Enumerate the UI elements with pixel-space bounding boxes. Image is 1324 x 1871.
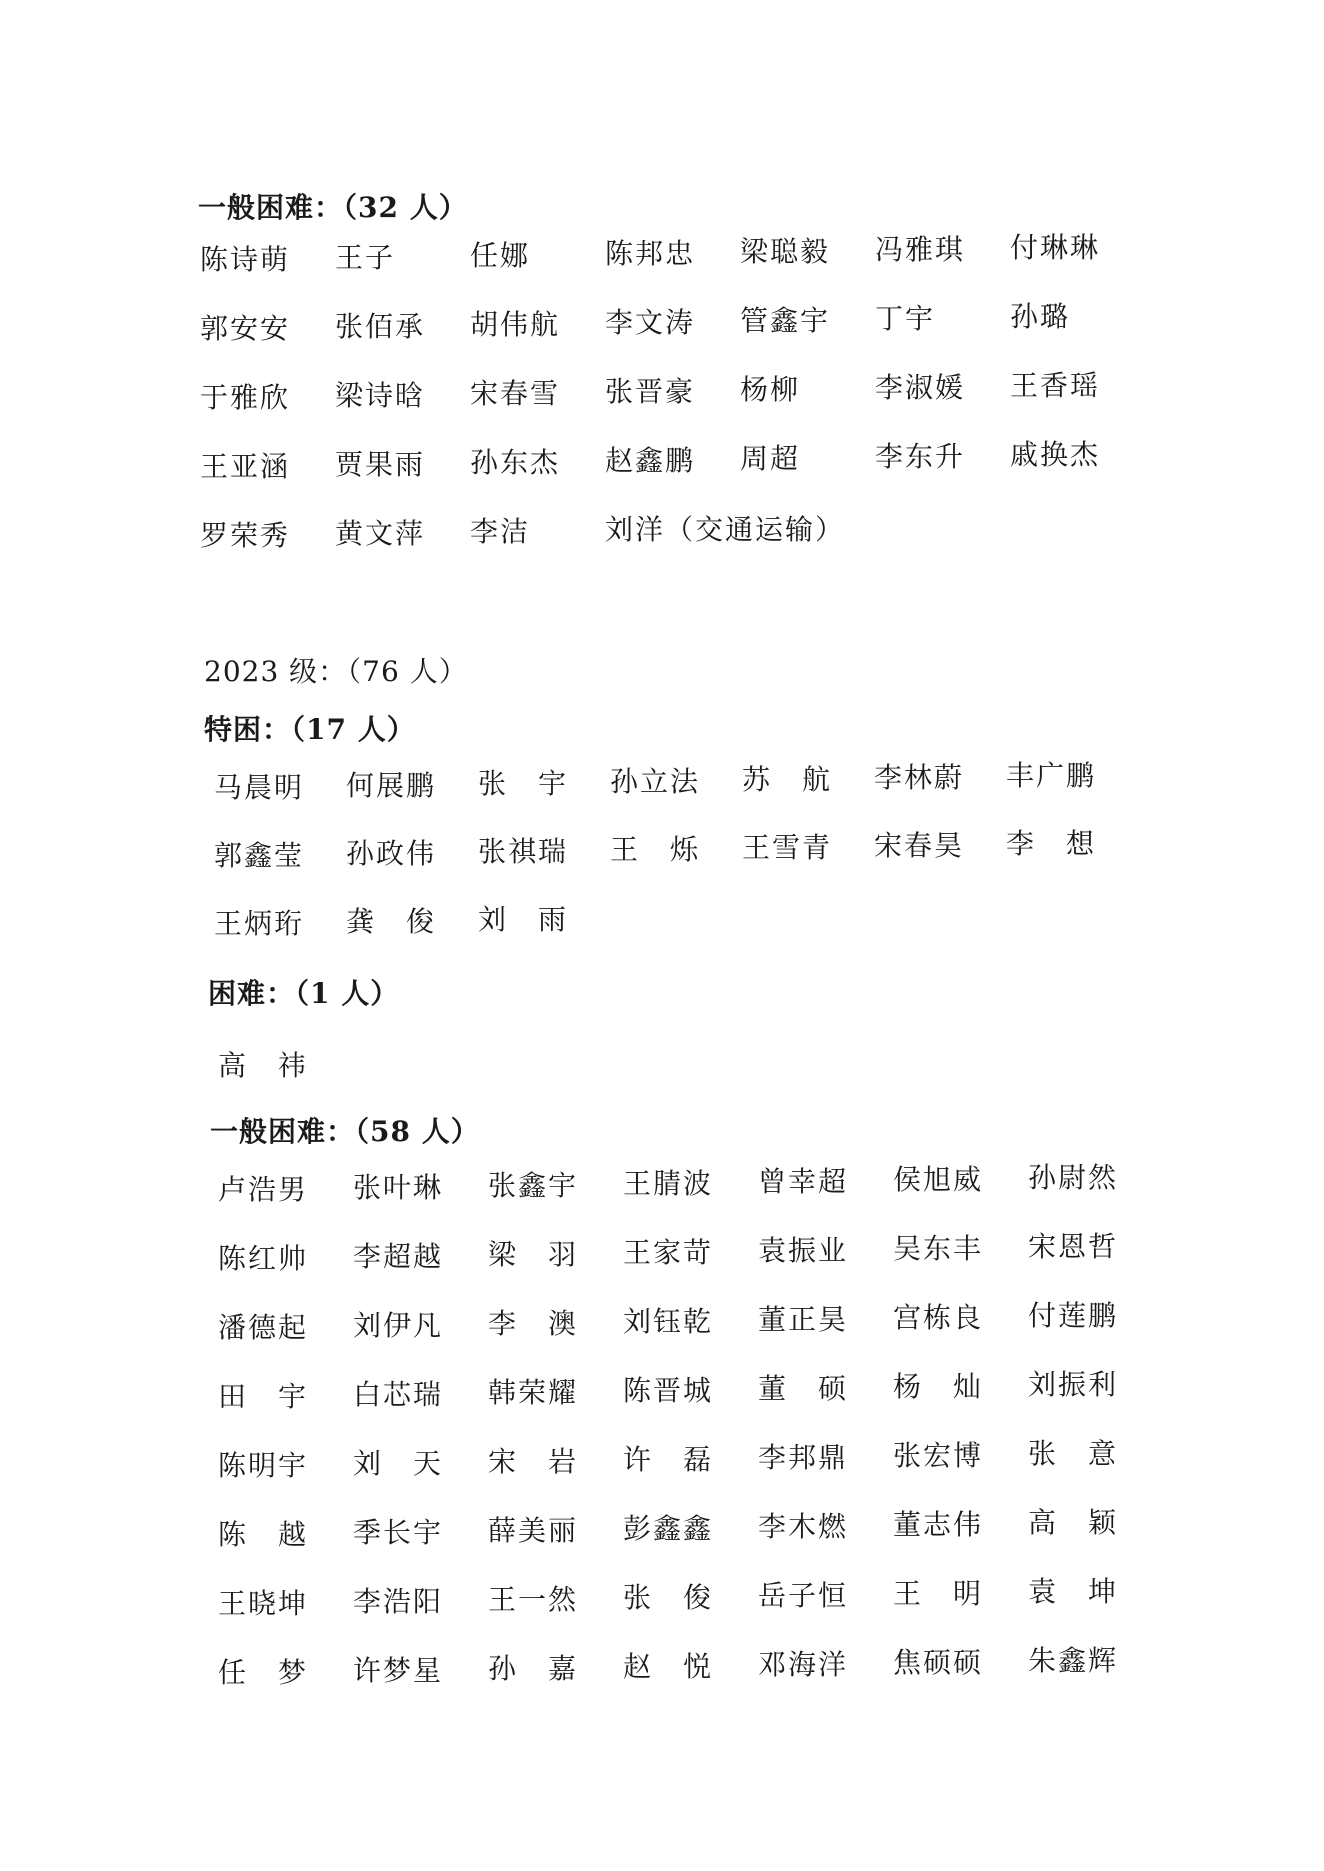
- student-name: 付莲鹏: [1028, 1299, 1119, 1332]
- student-name: 季长宇: [353, 1516, 444, 1549]
- name-row: [214, 902, 1214, 942]
- student-name: 戚换杰: [1010, 438, 1101, 471]
- student-name: 杨柳: [740, 373, 801, 406]
- name-row: [218, 1506, 1218, 1553]
- student-name: 赵鑫鹏: [605, 444, 696, 477]
- student-name: 董 硕: [758, 1372, 849, 1405]
- student-name: 宋 岩: [488, 1445, 579, 1478]
- student-name: 邓海洋: [758, 1648, 849, 1681]
- student-name: 李林蔚: [874, 761, 965, 794]
- student-name: 刘振利: [1028, 1368, 1119, 1401]
- student-name: 杨 灿: [893, 1370, 984, 1403]
- student-name: 许梦星: [353, 1654, 444, 1687]
- student-name: 高 颖: [1028, 1506, 1119, 1539]
- student-name: 陈红帅: [218, 1242, 309, 1275]
- student-name: 王家苛: [623, 1236, 714, 1269]
- name-row: [218, 1299, 1218, 1346]
- student-name: 李淑媛: [875, 371, 966, 404]
- student-name: 张祺瑞: [478, 835, 569, 868]
- student-name: 董正昊: [758, 1303, 849, 1336]
- student-name: 李 想: [1006, 827, 1097, 860]
- student-name: 刘伊凡: [353, 1309, 444, 1342]
- heading-title: 困难：: [208, 977, 296, 1010]
- student-name: 宫栋良: [893, 1301, 984, 1334]
- student-name: 刘洋（交通运输）: [605, 513, 846, 546]
- student-name: 高 祎: [218, 1049, 309, 1082]
- section-heading-2023: [204, 650, 468, 690]
- student-name: 彭鑫鑫: [623, 1512, 714, 1545]
- student-name: 孙 嘉: [488, 1652, 579, 1685]
- heading-count: （1 人）: [295, 977, 400, 1010]
- heading-title: 一般困难：: [210, 1115, 356, 1148]
- student-name: 王雪青: [742, 831, 833, 864]
- student-name: 张叶琳: [353, 1171, 444, 1204]
- student-name: 王晓坤: [218, 1587, 309, 1620]
- student-name: 张 意: [1028, 1437, 1119, 1470]
- student-name: 冯雅琪: [875, 233, 966, 266]
- name-row: [218, 1230, 1218, 1277]
- student-name: 张佰承: [335, 310, 426, 343]
- student-name: 管鑫宇: [740, 304, 831, 337]
- student-name: 于雅欣: [200, 381, 291, 414]
- student-name: 岳子恒: [758, 1579, 849, 1612]
- student-name: 陈晋城: [623, 1374, 714, 1407]
- student-name: 王腈波: [623, 1167, 714, 1200]
- student-name: 郭鑫莹: [214, 839, 305, 872]
- student-name: 张晋豪: [605, 375, 696, 408]
- student-name: 朱鑫辉: [1028, 1644, 1119, 1677]
- student-name: 贾果雨: [335, 448, 426, 481]
- student-name: 李洁: [470, 515, 531, 548]
- student-name: 王香瑶: [1010, 369, 1101, 402]
- section-heading-general-2023: [210, 1110, 480, 1150]
- heading-title: 2023 级：: [204, 655, 348, 688]
- student-name: 孙璐: [1010, 300, 1071, 333]
- section-heading-general-2022: [198, 186, 468, 226]
- heading-count: （58 人）: [355, 1115, 480, 1148]
- student-name: 卢浩男: [218, 1173, 309, 1206]
- heading-count: （32 人）: [343, 191, 468, 224]
- student-name: 宋春雪: [470, 377, 561, 410]
- name-row: [200, 300, 1200, 347]
- student-name: 李 澳: [488, 1307, 579, 1340]
- student-name: 焦硕硕: [893, 1646, 984, 1679]
- student-name: 许 磊: [623, 1443, 714, 1476]
- student-name: 陈 越: [218, 1518, 309, 1551]
- name-row: [200, 514, 1200, 554]
- student-name: 苏 航: [742, 763, 833, 796]
- student-name: 王炳珩: [214, 907, 305, 940]
- student-name: 刘 雨: [478, 903, 569, 936]
- student-name: 李东升: [875, 440, 966, 473]
- student-name: 田 宇: [218, 1380, 309, 1413]
- student-name: 孙尉然: [1028, 1161, 1119, 1194]
- student-name: 孙东杰: [470, 446, 561, 479]
- student-name: 李文涛: [605, 306, 696, 339]
- student-name: 付琳琳: [1010, 231, 1101, 264]
- student-name: 王 烁: [610, 833, 701, 866]
- student-name: 王一然: [488, 1583, 579, 1616]
- student-name: 任 梦: [218, 1656, 309, 1689]
- student-name: 王 明: [893, 1577, 984, 1610]
- student-name: 周超: [740, 442, 801, 475]
- student-name: 丰广鹏: [1006, 759, 1097, 792]
- student-name: 何展鹏: [346, 769, 437, 802]
- section-heading-special-2023: [204, 708, 416, 748]
- name-row: [218, 1644, 1218, 1691]
- student-name: 宋恩哲: [1028, 1230, 1119, 1263]
- student-name: 龚 俊: [346, 905, 437, 938]
- student-name: 张 俊: [623, 1581, 714, 1614]
- student-name: 薛美丽: [488, 1514, 579, 1547]
- heading-title: 一般困难：: [198, 191, 344, 224]
- student-name: 李邦鼎: [758, 1441, 849, 1474]
- heading-title: 特困：: [204, 713, 292, 746]
- student-name: 张鑫宇: [488, 1169, 579, 1202]
- student-name: 陈明宇: [218, 1449, 309, 1482]
- name-row: [200, 231, 1200, 278]
- name-row: [200, 369, 1200, 416]
- student-name: 李超越: [353, 1240, 444, 1273]
- student-name: 袁振业: [758, 1234, 849, 1267]
- heading-count: （76 人）: [347, 655, 468, 688]
- name-row: [214, 759, 1214, 806]
- student-name: 任娜: [470, 239, 531, 272]
- name-row: [218, 1161, 1218, 1208]
- student-name: 董志伟: [893, 1508, 984, 1541]
- student-name: 韩荣耀: [488, 1376, 579, 1409]
- student-name: 黄文萍: [335, 517, 426, 550]
- student-name: 梁 羽: [488, 1238, 579, 1271]
- student-name: 丁宇: [875, 302, 936, 335]
- heading-count: （17 人）: [291, 713, 416, 746]
- name-row: [218, 1368, 1218, 1415]
- name-row: [218, 1437, 1218, 1484]
- student-name: 孙立法: [610, 765, 701, 798]
- student-name: 刘 天: [353, 1447, 444, 1480]
- student-name: 宋春昊: [874, 829, 965, 862]
- student-name: 王亚涵: [200, 450, 291, 483]
- student-name: 罗荣秀: [200, 519, 291, 552]
- student-name: 孙政伟: [346, 837, 437, 870]
- student-name: 马晨明: [214, 771, 305, 804]
- name-row: [218, 1044, 1218, 1084]
- student-name: 白芯瑞: [353, 1378, 444, 1411]
- student-name: 梁诗晗: [335, 379, 426, 412]
- student-name: 赵 悦: [623, 1650, 714, 1683]
- name-row: [214, 827, 1214, 874]
- student-name: 袁 坤: [1028, 1575, 1119, 1608]
- student-name: 梁聪毅: [740, 235, 831, 268]
- student-name: 张 宇: [478, 767, 569, 800]
- section-heading-difficult-2023: [208, 972, 399, 1012]
- name-row: [200, 438, 1200, 485]
- student-name: 张宏博: [893, 1439, 984, 1472]
- name-row: [218, 1575, 1218, 1622]
- student-name: 王子: [335, 241, 396, 274]
- student-name: 李木燃: [758, 1510, 849, 1543]
- student-name: 陈邦忠: [605, 237, 696, 270]
- student-name: 陈诗萌: [200, 243, 291, 276]
- student-name: 吴东丰: [893, 1232, 984, 1265]
- student-name: 李浩阳: [353, 1585, 444, 1618]
- student-name: 胡伟航: [470, 308, 561, 341]
- student-name: 郭安安: [200, 312, 291, 345]
- student-name: 潘德起: [218, 1311, 309, 1344]
- student-name: 曾幸超: [758, 1165, 849, 1198]
- student-name: 刘钰乾: [623, 1305, 714, 1338]
- student-name: 侯旭威: [893, 1163, 984, 1196]
